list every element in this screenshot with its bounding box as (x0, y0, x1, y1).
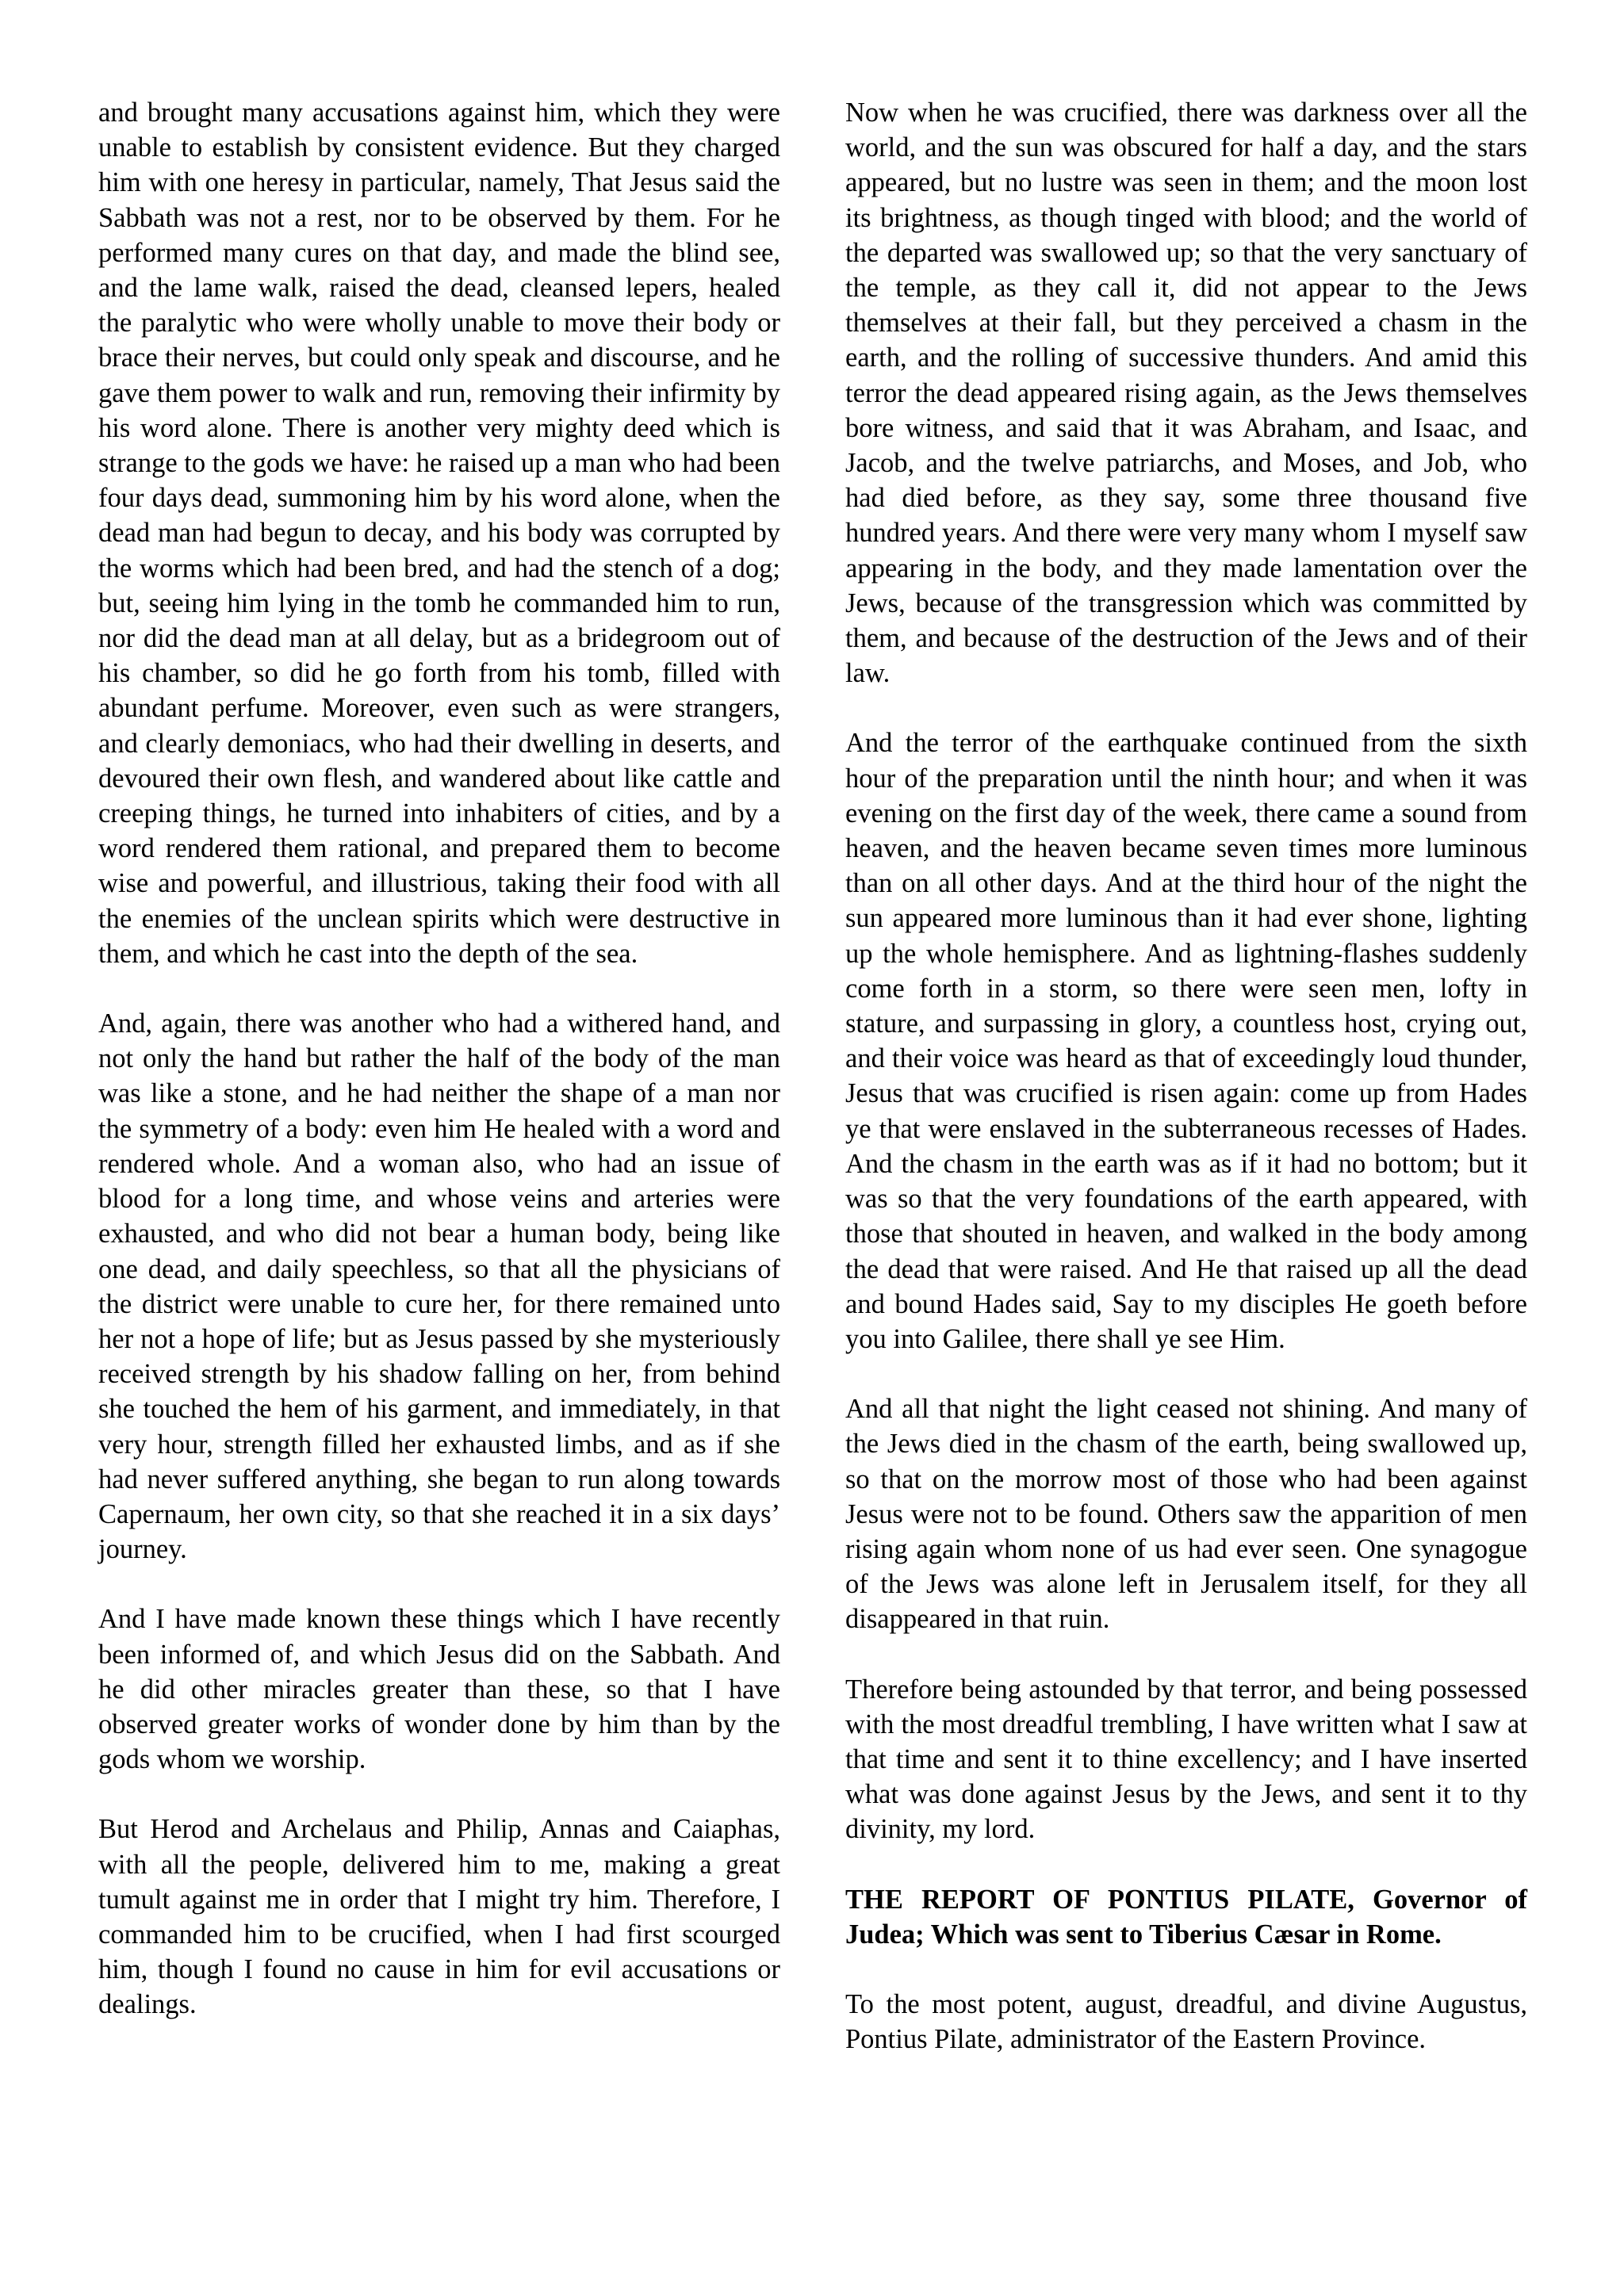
paragraph: Therefore being astounded by that terror, and being possessed with the most dreadful trembling, I have written what I saw at that time and sent it to thine excellency; and I have inserted what was done against Jesus by the Jews, and sent it to thy divinity, my lord. (845, 1674, 1527, 1845)
paragraph: And I have made known these things which I have recently been informed of, and which Jesus did on the Sabbath. And he did other miracles greater than these, so that I have observed greater works of wonder done by him than by the gods whom we worship. (98, 1604, 780, 1775)
left-column (98, 95, 780, 2057)
section-heading: THE REPORT OF PONTIUS PILATE, Governor of Judea; Which was sent to Tiberius Cæsar in Rome. (845, 1884, 1527, 1950)
paragraph: Now when he was crucified, there was darkness over all the world, and the sun was obscured for half a day, and the stars appeared, but no lustre was seen in them; and the moon lost its brightness, as though tinged with blood; and the world of the departed was swallowed up; so that the very sanctuary of the temple, as they call it, did not appear to the Jews themselves at their fall, but they perceived a chasm in the earth, and the rolling of successive thunders. And amid this terror the dead appeared rising again, as the Jews themselves bore witness, and said that it was Abraham, and Isaac, and Jacob, and the twelve patriarchs, and Moses, and Job, who had died before, as they say, some three thousand five hundred years. And there were very many whom I myself saw appearing in the body, and they made lamentation over the Jews, because of the transgression which was committed by them, and because of the destruction of the Jews and of their law. (845, 98, 1527, 689)
salutation-paragraph: To the most potent, august, dreadful, and divine Augustus, Pontius Pilate, administrator of the Eastern Province. (845, 1988, 1527, 2055)
paragraph: And, again, there was another who had a withered hand, and not only the hand but rather the half of the body of the man was like a stone, and he had neither the shape of a man nor the symmetry of a body: even him He healed with a word and rendered whole. And a woman also, who had an issue of blood for a long time, and whose veins and arteries were exhausted, and who did not bear a human body, being like one dead, and daily speechless, so that all the physicians of the district were unable to cure her, for there remained unto her not a hope of life; but as Jesus passed by she mysteriously received strength by his shadow falling on her, from behind she touched the hem of his garment, and immediately, in that very hour, strength filled her exhausted limbs, and as if she had never suffered anything, she began to run along towards Capernaum, her own city, so that she reached it in a six days’ journey. (98, 1008, 780, 1565)
right-column (845, 95, 1527, 2091)
paragraph: and brought many accusations against him, which they were unable to establish by consistent evidence. But they charged him with one heresy in particular, namely, That Jesus said the Sabbath was not a rest, nor to be observed by them. For he performed many cures on that day, and made the blind see, and the lame walk, raised the dead, cleansed lepers, healed the paralytic who were wholly unable to move their body or brace their nerves, but could only speak and discourse, and he gave them power to walk and run, removing their infirmity by his word alone. There is another very mighty deed which is strange to the gods we have: he raised up a man who had been four days dead, summoning him by his word alone, when the dead man had begun to decay, and his body was corrupted by the worms which had been bred, and had the stench of a dog; but, seeing him lying in the tomb he commanded him to run, nor did the dead man at all delay, but as a bridegroom out of his chamber, so did he go forth from his tomb, filled with abundant perfume. Moreover, even such as were strangers, and clearly demoniacs, who had their dwelling in deserts, and devoured their own flesh, and wandered about like cattle and creeping things, he turned into inhabiters of cities, and by a word rendered them rational, and prepared them to become wise and powerful, and illustrious, taking their food with all the enemies of the unclean spirits which were destructive in them, and which he cast into the depth of the sea. (98, 98, 780, 969)
paragraph: But Herod and Archelaus and Philip, Annas and Caiaphas, with all the people, delivered him to me, making a great tumult against me in order that I might try him. Therefore, I commanded him to be crucified, when I had first scourged him, though I found no cause in him for evil accusations or dealings. (98, 1814, 780, 2020)
paragraph: And all that night the light ceased not shining. And many of the Jews died in the chasm of the earth, being swallowed up, so that on the morrow most of those who had been against Jesus were not to be found. Others saw the apparition of men rising again whom none of us had ever seen. One synagogue of the Jews was alone left in Jerusalem itself, for they all disappeared in that ruin. (845, 1394, 1527, 1635)
paragraph: And the terror of the earthquake continued from the sixth hour of the preparation until the ninth hour; and when it was evening on the first day of the week, there came a sound from heaven, and the heaven became seven times more luminous than on all other days. And at the third hour of the night the sun appeared more luminous than it had ever shone, lighting up the whole hemisphere. And as lightning-flashes suddenly come forth in a storm, so there were seen men, lofty in stature, and surpassing in glory, a countless host, crying out, and their voice was heard as that of exceedingly loud thunder, Jesus that was crucified is risen again: come up from Hades ye that were enslaved in the subterraneous recesses of Hades. And the chasm in the earth was as if it had no bottom; but it was so that the very foundations of the earth appeared, with those that shouted in heaven, and walked in the body among the dead that were raised. And He that raised up all the dead and bound Hades said, Say to my disciples He goeth before you into Galilee, there shall ye see Him. (845, 728, 1527, 1354)
